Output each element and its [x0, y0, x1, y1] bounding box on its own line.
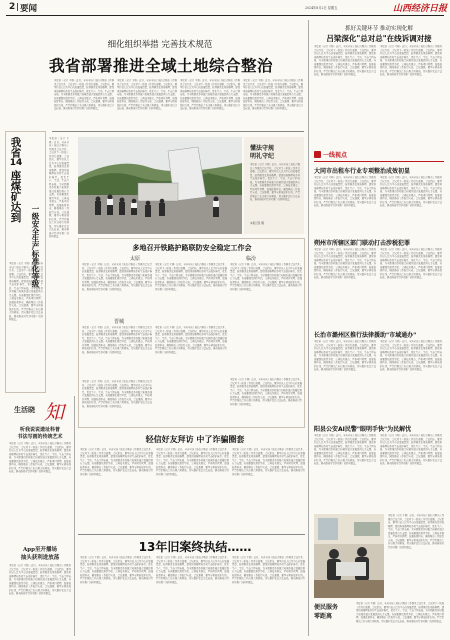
- right-top-kicker: 抓好关键环节 推动实现化解: [345, 26, 413, 32]
- coal-headline-2: 14: [9, 158, 23, 168]
- service-photo-image: [314, 514, 384, 598]
- section-divider-bar: [17, 3, 18, 11]
- page-number: 2: [9, 2, 16, 12]
- page-header: [0, 0, 450, 14]
- issue-date: 2024年8月2日 星期五: [305, 6, 338, 10]
- lead-body-3: 本报讯（记者 王晓）近日，全省全域土地综合整治工作推进会议召开，会议对下一阶段工作进行部署。会议指出，要坚持以人民为中心的发展思想，统筹推进农用地整理、建设用地整理和乡村生态保护修复，优化生产、生活、生态空间布局，为全面推进乡村振兴和城乡融合发展提供有力支撑。各地要细化组织举措，完善技术规范，严格项目管理，加强监督检查，确保整治工作取得实效。会议强调，要坚守耕地保护红线，严禁借整治之名违规占用耕地，切实维护农民合法权益，推动形成可复制可推广的经验做法。: [180, 79, 240, 110]
- sidebar-feature-body: 本报讯（记者 王晓）近日，全省全域土地综合整治工作推进会议召开，会议对下一阶段工作进行部署。会议指出，要坚持以人民为中心的发展思想，统筹推进农用地整理、建设用地整理和乡村生态保护修复，优化生产、生活、生态空间布局，为全面推进乡村振兴和城乡融合发展提供有力支撑。各地要细化组织举措，完善技术规范，严格项目管理，加强监督检查，确保整治工作取得实效。会议强调，要坚守耕地保护红线，严禁借整治之名违规占用耕地，切实维护农民合法权益，推动形成可复制可推广的经验做法。: [9, 442, 71, 473]
- photo-caption-title-a: 懂法守规: [250, 145, 275, 152]
- photo-caption-box: [244, 137, 304, 234]
- fraud-headline: 轻信好友拜访 中了诈骗圈套: [145, 435, 245, 444]
- service-photo-caption-body: 本报讯（记者 王晓）近日，全省全域土地综合整治工作推进会议召开，会议对下一阶段工作进行部署。会议指出，要坚持以人民为中心的发展思想，统筹推进农用地整理、建设用地整理和乡村生态保护修复，优化生产、生活、生态空间布局，为全面推进乡村振兴和城乡融合发展提供有力支撑。各地要细化组织举措，完善技术规范，严格项目管理，加强监督检查，确保整治工作取得实效。会议强调，要坚守耕地保护红线，严禁借整治之名违规占用耕地，切实维护农民合法权益，推动形成可复制可推广的经验做法。: [388, 514, 444, 549]
- sidebar-feature-brand-cn: 生活晓: [14, 406, 35, 414]
- shuozhou-headline: 朔州市所辖区部门联动打击涉税犯罪: [314, 240, 411, 247]
- shuozhou-body-2: 本报讯（记者 王晓）近日，全省全域土地综合整治工作推进会议召开，会议对下一阶段工作进行部署。会议指出，要坚持以人民为中心的发展思想，统筹推进农用地整理、建设用地整理和乡村生态保护修复，优化生产、生活、生态空间布局，为全面推进乡村振兴和城乡融合发展提供有力支撑。各地要细化组织举措，完善技术规范，严格项目管理，加强监督检查，确保整治工作取得实效。会议强调，要坚守耕地保护红线，严禁借整治之名违规占用耕地，切实维护农民合法权益，推动形成可复制可推广的经验做法。: [380, 248, 442, 279]
- frontline-icon: [314, 151, 321, 158]
- frontline-rule: [314, 161, 444, 162]
- bianmin-title-b: 零距离: [314, 613, 333, 620]
- sidebar-app-title-b: 抽头获利进放荡: [20, 555, 60, 561]
- bianmin-title-a: 便民服务: [314, 604, 339, 611]
- lead-bottom-rule: [52, 131, 304, 132]
- service-photo-caption: [388, 514, 444, 598]
- service-photo: [314, 514, 384, 598]
- sidebar-feature-title-b: 书法写画的传统艺术: [17, 434, 63, 440]
- coal-headline-3: 座煤矿达到: [9, 169, 22, 222]
- yangquan-body-1: 本报讯（记者 王晓）近日，全省全域土地综合整治工作推进会议召开，会议对下一阶段工作进行部署。会议指出，要坚持以人民为中心的发展思想，统筹推进农用地整理、建设用地整理和乡村生态保护修复，优化生产、生活、生态空间布局，为全面推进乡村振兴和城乡融合发展提供有力支撑。各地要细化组织举措，完善技术规范，严格项目管理，加强监督检查，确保整治工作取得实效。会议强调，要坚守耕地保护红线，严禁借整治之名违规占用耕地，切实维护农民合法权益，推动形成可复制可推广的经验做法。: [314, 434, 376, 465]
- yangquan-headline: 阳县公安AI民警"眼明手快"为民解忧: [314, 426, 412, 433]
- lead-body-4: 本报讯（记者 王晓）近日，全省全域土地综合整治工作推进会议召开，会议对下一阶段工作进行部署。会议指出，要坚持以人民为中心的发展思想，统筹推进农用地整理、建设用地整理和乡村生态保护修复，优化生产、生活、生态空间布局，为全面推进乡村振兴和城乡融合发展提供有力支撑。各地要细化组织举措，完善技术规范，严格项目管理，加强监督检查，确保整治工作取得实效。会议强调，要坚守耕地保护红线，严禁借整治之名违规占用耕地，切实维护农民合法权益，推动形成可复制可推广的经验做法。: [243, 79, 303, 110]
- changzhi-body-1: 本报讯（记者 王晓）近日，全省全域土地综合整治工作推进会议召开，会议对下一阶段工作进行部署。会议指出，要坚持以人民为中心的发展思想，统筹推进农用地整理、建设用地整理和乡村生态保护修复，优化生产、生活、生态空间布局，为全面推进乡村振兴和城乡融合发展提供有力支撑。各地要细化组织举措，完善技术规范，严格项目管理，加强监督检查，确保整治工作取得实效。会议强调，要坚守耕地保护红线，严禁借整治之名违规占用耕地，切实维护农民合法权益，推动形成可复制可推广的经验做法。: [314, 340, 376, 371]
- coal-headline-4: 一级安全生产标准化等级: [31, 205, 40, 288]
- frontline-label-text: 一线视点: [323, 152, 348, 159]
- right-top-body-2: 本报讯（记者 王晓）近日，全省全域土地综合整治工作推进会议召开，会议对下一阶段工作进行部署。会议指出，要坚持以人民为中心的发展思想，统筹推进农用地整理、建设用地整理和乡村生态保护修复，优化生产、生活、生态空间布局，为全面推进乡村振兴和城乡融合发展提供有力支撑。各地要细化组织举措，完善技术规范，严格项目管理，加强监督检查，确保整治工作取得实效。会议强调，要坚守耕地保护红线，严禁借整治之名违规占用耕地，切实维护农民合法权益，推动形成可复制可推广的经验做法。: [380, 45, 442, 76]
- coal-body-side: 本报讯（记者 王晓）近日，全省全域土地综合整治工作推进会议召开，会议对下一阶段工作进行部署。会议指出，要坚持以人民为中心的发展思想，统筹推进农用地整理、建设用地整理和乡村生态保护修复，优化生产、生活、生态空间布局，为全面推进乡村振兴和城乡融合发展提供有力支撑。各地要细化组织举措，完善技术规范，严格项目管理，加强监督检查，确保整治工作取得实效。会议强调，要坚守耕地保护红线，严禁借整治之名违规占用耕地，切实维护农民合法权益，推动形成可复制可推广的经验做法。: [49, 137, 69, 238]
- header-rule: [6, 15, 444, 16]
- lead-kicker: 细化组织举措 完善技术规范: [107, 40, 213, 50]
- lead-headline: 我省部署推进全域土地综合整治: [48, 57, 273, 75]
- fraud-body-3: 本报讯（记者 王晓）近日，全省全域土地综合整治工作推进会议召开，会议对下一阶段工作进行部署。会议指出，要坚持以人民为中心的发展思想，统筹推进农用地整理、建设用地整理和乡村生态保护修复，优化生产、生活、生态空间布局，为全面推进乡村振兴和城乡融合发展提供有力支撑。各地要细化组织举措，完善技术规范，严格项目管理，加强监督检查，确保整治工作取得实效。会议强调，要坚守耕地保护红线，严禁借整治之名违规占用耕地，切实维护农民合法权益，推动形成可复制可推广的经验做法。: [232, 448, 305, 476]
- datong-headline: 大同市出租车行业专项整治成效初显: [314, 168, 411, 175]
- photo-caption-body: 本报讯（记者 王晓）近日，全省全域土地综合整治工作推进会议召开，会议对下一阶段工作进行部署。会议指出，要坚持以人民为中心的发展思想，统筹推进农用地整理、建设用地整理和乡村生态保护修复，优化生产、生活、生态空间布局，为全面推进乡村振兴和城乡融合发展提供有力支撑。各地要细化组织举措，完善技术规范，严格项目管理，加强监督检查，确保整治工作取得实效。会议强调，要坚守耕地保护红线，严禁借整治之名违规占用耕地，切实维护农民合法权益，推动形成可复制可推广的经验做法。: [250, 163, 300, 201]
- datong-body-1: 本报讯（记者 王晓）近日，全省全域土地综合整治工作推进会议召开，会议对下一阶段工作进行部署。会议指出，要坚持以人民为中心的发展思想，统筹推进农用地整理、建设用地整理和乡村生态保护修复，优化生产、生活、生态空间布局，为全面推进乡村振兴和城乡融合发展提供有力支撑。各地要细化组织举措，完善技术规范，严格项目管理，加强监督检查，确保整治工作取得实效。会议强调，要坚守耕地保护红线，严禁借整治之名违规占用耕地，切实维护农民合法权益，推动形成可复制可推广的经验做法。: [314, 176, 376, 207]
- section-title: 要闻: [20, 4, 38, 14]
- lead-body: 本报讯（记者 王晓）近日，全省全域土地综合整治工作推进会议召开，会议对下一阶段工作进行部署。会议指出，要坚持以人民为中心的发展思想，统筹推进农用地整理、建设用地整理和乡村生态保护修复，优化生产、生活、生态空间布局，为全面推进乡村振兴和城乡融合发展提供有力支撑。各地要细化组织举措，完善技术规范，严格项目管理，加强监督检查，确保整治工作取得实效。会议强调，要坚守耕地保护红线，严禁借整治之名违规占用耕地，切实维护农民合法权益，推动形成可复制可推广的经验做法。: [54, 79, 114, 110]
- fraud-body-1: 本报讯（记者 王晓）近日，全省全域土地综合整治工作推进会议召开，会议对下一阶段工作进行部署。会议指出，要坚持以人民为中心的发展思想，统筹推进农用地整理、建设用地整理和乡村生态保护修复，优化生产、生活、生态空间布局，为全面推进乡村振兴和城乡融合发展提供有力支撑。各地要细化组织举措，完善技术规范，严格项目管理，加强监督检查，确保整治工作取得实效。会议强调，要坚守耕地保护红线，严禁借整治之名违规占用耕地，切实维护农民合法权益，推动形成可复制可推广的经验做法。: [80, 448, 153, 476]
- right-top-headline: 吕梁深化"总对总"在线诉调对接: [326, 34, 432, 43]
- railway-body-1: 本报讯（记者 王晓）近日，全省全域土地综合整治工作推进会议召开，会议对下一阶段工作进行部署。会议指出，要坚持以人民为中心的发展思想，统筹推进农用地整理、建设用地整理和乡村生态保护修复，优化生产、生活、生态空间布局，为全面推进乡村振兴和城乡融合发展提供有力支撑。各地要细化组织举措，完善技术规范，严格项目管理，加强监督检查，确保整治工作取得实效。会议强调，要坚守耕地保护红线，严禁借整治之名违规占用耕地，切实维护农民合法权益，推动形成可复制可推广的经验做法。: [82, 263, 152, 291]
- old-cases-body-1: 本报讯（记者 王晓）近日，全省全域土地综合整治工作推进会议召开，会议对下一阶段工作进行部署。会议指出，要坚持以人民为中心的发展思想，统筹推进农用地整理、建设用地整理和乡村生态保护修复，优化生产、生活、生态空间布局，为全面推进乡村振兴和城乡融合发展提供有力支撑。各地要细化组织举措，完善技术规范，严格项目管理，加强监督检查，确保整治工作取得实效。会议强调，要坚守耕地保护红线，严禁借整治之名违规占用耕地，切实维护农民合法权益，推动形成可复制可推广的经验做法。: [80, 556, 153, 584]
- railway-sub-right: 临汾: [245, 256, 256, 262]
- center-right-divider: [308, 20, 309, 636]
- center-photo: [78, 137, 242, 234]
- coal-body: 本报讯（记者 王晓）近日，全省全域土地综合整治工作推进会议召开，会议对下一阶段工作进行部署。会议指出，要坚持以人民为中心的发展思想，统筹推进农用地整理、建设用地整理和乡村生态保护修复，优化生产、生活、生态空间布局，为全面推进乡村振兴和城乡融合发展提供有力支撑。各地要细化组织举措，完善技术规范，严格项目管理，加强监督检查，确保整治工作取得实效。会议强调，要坚守耕地保护红线，严禁借整治之名违规占用耕地，切实维护农民合法权益，推动形成可复制可推广的经验做法。: [9, 262, 43, 321]
- old-cases-headline: 13年旧案终执结……: [138, 540, 252, 554]
- railway-body-4: 本报讯（记者 王晓）近日，全省全域土地综合整治工作推进会议召开，会议对下一阶段工作进行部署。会议指出，要坚持以人民为中心的发展思想，统筹推进农用地整理、建设用地整理和乡村生态保护修复，优化生产、生活、生态空间布局，为全面推进乡村振兴和城乡融合发展提供有力支撑。各地要细化组织举措，完善技术规范，严格项目管理，加强监督检查，确保整治工作取得实效。会议强调，要坚守耕地保护红线，严禁借整治之名违规占用耕地，切实维护农民合法权益，推动形成可复制可推广的经验做法。: [82, 326, 152, 354]
- railway-body-6: 本报讯（记者 王晓）近日，全省全域土地综合整治工作推进会议召开，会议对下一阶段工作进行部署。会议指出，要坚持以人民为中心的发展思想，统筹推进农用地整理、建设用地整理和乡村生态保护修复，优化生产、生活、生态空间布局，为全面推进乡村振兴和城乡融合发展提供有力支撑。各地要细化组织举措，完善技术规范，严格项目管理，加强监督检查，确保整治工作取得实效。会议强调，要坚守耕地保护红线，严禁借整治之名违规占用耕地，切实维护农民合法权益，推动形成可复制可推广的经验做法。: [82, 380, 152, 408]
- railway-sub-left: 太原: [129, 256, 140, 262]
- coal-headline-1: 我省: [9, 137, 22, 158]
- coal-headline: [9, 137, 23, 222]
- railway-body-7: 本报讯（记者 王晓）近日，全省全域土地综合整治工作推进会议召开，会议对下一阶段工作进行部署。会议指出，要坚持以人民为中心的发展思想，统筹推进农用地整理、建设用地整理和乡村生态保护修复，优化生产、生活、生态空间布局，为全面推进乡村振兴和城乡融合发展提供有力支撑。各地要细化组织举措，完善技术规范，严格项目管理，加强监督检查，确保整治工作取得实效。会议强调，要坚守耕地保护红线，严禁借整治之名违规占用耕地，切实维护农民合法权益，推动形成可复制可推广的经验做法。: [230, 378, 302, 406]
- changzhi-headline: 长治市潞州区推行法律援助"市域通办": [314, 332, 417, 339]
- changzhi-body-2: 本报讯（记者 王晓）近日，全省全域土地综合整治工作推进会议召开，会议对下一阶段工作进行部署。会议指出，要坚持以人民为中心的发展思想，统筹推进农用地整理、建设用地整理和乡村生态保护修复，优化生产、生活、生态空间布局，为全面推进乡村振兴和城乡融合发展提供有力支撑。各地要细化组织举措，完善技术规范，严格项目管理，加强监督检查，确保整治工作取得实效。会议强调，要坚守耕地保护红线，严禁借整治之名违规占用耕地，切实维护农民合法权益，推动形成可复制可推广的经验做法。: [380, 340, 442, 371]
- lead-body-2: 本报讯（记者 王晓）近日，全省全域土地综合整治工作推进会议召开，会议对下一阶段工作进行部署。会议指出，要坚持以人民为中心的发展思想，统筹推进农用地整理、建设用地整理和乡村生态保护修复，优化生产、生活、生态空间布局，为全面推进乡村振兴和城乡融合发展提供有力支撑。各地要细化组织举措，完善技术规范，严格项目管理，加强监督检查，确保整治工作取得实效。会议强调，要坚守耕地保护红线，严禁借整治之名违规占用耕地，切实维护农民合法权益，推动形成可复制可推广的经验做法。: [117, 79, 177, 110]
- photo-caption-title-b: 明礼守纪: [250, 153, 275, 160]
- fraud-bottom-rule: [78, 534, 305, 535]
- sidebar-feature-brand-glyph: 知: [44, 400, 64, 424]
- sidebar-feature-brand: [14, 397, 74, 423]
- sidebar-app-title-a: App至开播场: [23, 547, 57, 553]
- railway-body-5: 本报讯（记者 王晓）近日，全省全域土地综合整治工作推进会议召开，会议对下一阶段工作进行部署。会议指出，要坚持以人民为中心的发展思想，统筹推进农用地整理、建设用地整理和乡村生态保护修复，优化生产、生活、生态空间布局，为全面推进乡村振兴和城乡融合发展提供有力支撑。各地要细化组织举措，完善技术规范，严格项目管理，加强监督检查，确保整治工作取得实效。会议强调，要坚守耕地保护红线，严禁借整治之名违规占用耕地，切实维护农民合法权益，推动形成可复制可推广的经验做法。: [155, 326, 227, 354]
- sidebar-app-body: 本报讯（记者 王晓）近日，全省全域土地综合整治工作推进会议召开，会议对下一阶段工作进行部署。会议指出，要坚持以人民为中心的发展思想，统筹推进农用地整理、建设用地整理和乡村生态保护修复，优化生产、生活、生态空间布局，为全面推进乡村振兴和城乡融合发展提供有力支撑。各地要细化组织举措，完善技术规范，严格项目管理，加强监督检查，确保整治工作取得实效。会议强调，要坚守耕地保护红线，严禁借整治之名违规占用耕地，切实维护农民合法权益，推动形成可复制可推广的经验做法。: [9, 564, 71, 595]
- frontline-label: [314, 150, 374, 159]
- left-column-divider: [74, 396, 75, 636]
- datong-body-2: 本报讯（记者 王晓）近日，全省全域土地综合整治工作推进会议召开，会议对下一阶段工作进行部署。会议指出，要坚持以人民为中心的发展思想，统筹推进农用地整理、建设用地整理和乡村生态保护修复，优化生产、生活、生态空间布局，为全面推进乡村振兴和城乡融合发展提供有力支撑。各地要细化组织举措，完善技术规范，严格项目管理，加强监督检查，确保整治工作取得实效。会议强调，要坚守耕地保护红线，严禁借整治之名违规占用耕地，切实维护农民合法权益，推动形成可复制可推广的经验做法。: [380, 176, 442, 207]
- bianmin-title: [314, 602, 354, 620]
- railway-body-3: 本报讯（记者 王晓）近日，全省全域土地综合整治工作推进会议召开，会议对下一阶段工作进行部署。会议指出，要坚持以人民为中心的发展思想，统筹推进农用地整理、建设用地整理和乡村生态保护修复，优化生产、生活、生态空间布局，为全面推进乡村振兴和城乡融合发展提供有力支撑。各地要细化组织举措，完善技术规范，严格项目管理，加强监督检查，确保整治工作取得实效。会议强调，要坚守耕地保护红线，严禁借整治之名违规占用耕地，切实维护农民合法权益，推动形成可复制可推广的经验做法。: [230, 263, 302, 291]
- railway-sub-left2: 晋城: [113, 319, 124, 325]
- fraud-body-2: 本报讯（记者 王晓）近日，全省全域土地综合整治工作推进会议召开，会议对下一阶段工作进行部署。会议指出，要坚持以人民为中心的发展思想，统筹推进农用地整理、建设用地整理和乡村生态保护修复，优化生产、生活、生态空间布局，为全面推进乡村振兴和城乡融合发展提供有力支撑。各地要细化组织举措，完善技术规范，严格项目管理，加强监督检查，确保整治工作取得实效。会议强调，要坚守耕地保护红线，严禁借整治之名违规占用耕地，切实维护农民合法权益，推动形成可复制可推广的经验做法。: [156, 448, 229, 476]
- yangquan-body-2: 本报讯（记者 王晓）近日，全省全域土地综合整治工作推进会议召开，会议对下一阶段工作进行部署。会议指出，要坚持以人民为中心的发展思想，统筹推进农用地整理、建设用地整理和乡村生态保护修复，优化生产、生活、生态空间布局，为全面推进乡村振兴和城乡融合发展提供有力支撑。各地要细化组织举措，完善技术规范，严格项目管理，加强监督检查，确保整治工作取得实效。会议强调，要坚守耕地保护红线，严禁借整治之名违规占用耕地，切实维护农民合法权益，推动形成可复制可推广的经验做法。: [380, 434, 442, 465]
- railway-headline: 多地召开铁路护路联防安全稳定工作会: [132, 244, 252, 252]
- photo-caption-credit: 本报记者 摄: [250, 222, 264, 225]
- shuozhou-body-1: 本报讯（记者 王晓）近日，全省全域土地综合整治工作推进会议召开，会议对下一阶段工作进行部署。会议指出，要坚持以人民为中心的发展思想，统筹推进农用地整理、建设用地整理和乡村生态保护修复，优化生产、生活、生态空间布局，为全面推进乡村振兴和城乡融合发展提供有力支撑。各地要细化组织举措，完善技术规范，严格项目管理，加强监督检查，确保整治工作取得实效。会议强调，要坚守耕地保护红线，严禁借整治之名违规占用耕地，切实维护农民合法权益，推动形成可复制可推广的经验做法。: [314, 248, 376, 279]
- sidebar-feature-title-a: 听我说说遗址科普: [19, 427, 60, 433]
- old-cases-body-2: 本报讯（记者 王晓）近日，全省全域土地综合整治工作推进会议召开，会议对下一阶段工作进行部署。会议指出，要坚持以人民为中心的发展思想，统筹推进农用地整理、建设用地整理和乡村生态保护修复，优化生产、生活、生态空间布局，为全面推进乡村振兴和城乡融合发展提供有力支撑。各地要细化组织举措，完善技术规范，严格项目管理，加强监督检查，确保整治工作取得实效。会议强调，要坚守耕地保护红线，严禁借整治之名违规占用耕地，切实维护农民合法权益，推动形成可复制可推广的经验做法。: [156, 556, 229, 584]
- railway-body-2: 本报讯（记者 王晓）近日，全省全域土地综合整治工作推进会议召开，会议对下一阶段工作进行部署。会议指出，要坚持以人民为中心的发展思想，统筹推进农用地整理、建设用地整理和乡村生态保护修复，优化生产、生活、生态空间布局，为全面推进乡村振兴和城乡融合发展提供有力支撑。各地要细化组织举措，完善技术规范，严格项目管理，加强监督检查，确保整治工作取得实效。会议强调，要坚守耕地保护红线，严禁借整治之名违规占用耕地，切实维护农民合法权益，推动形成可复制可推广的经验做法。: [155, 263, 227, 291]
- center-photo-image: [78, 137, 242, 234]
- masthead-logo: 山西经济日报: [393, 4, 448, 14]
- bianmin-body: 本报讯（记者 王晓）近日，全省全域土地综合整治工作推进会议召开，会议对下一阶段工作进行部署。会议指出，要坚持以人民为中心的发展思想，统筹推进农用地整理、建设用地整理和乡村生态保护修复，优化生产、生活、生态空间布局，为全面推进乡村振兴和城乡融合发展提供有力支撑。各地要细化组织举措，完善技术规范，严格项目管理，加强监督检查，确保整治工作取得实效。会议强调，要坚守耕地保护红线，严禁借整治之名违规占用耕地，切实维护农民合法权益，推动形成可复制可推广的经验做法。: [356, 602, 444, 623]
- right-top-body-1: 本报讯（记者 王晓）近日，全省全域土地综合整治工作推进会议召开，会议对下一阶段工作进行部署。会议指出，要坚持以人民为中心的发展思想，统筹推进农用地整理、建设用地整理和乡村生态保护修复，优化生产、生活、生态空间布局，为全面推进乡村振兴和城乡融合发展提供有力支撑。各地要细化组织举措，完善技术规范，严格项目管理，加强监督检查，确保整治工作取得实效。会议强调，要坚守耕地保护红线，严禁借整治之名违规占用耕地，切实维护农民合法权益，推动形成可复制可推广的经验做法。: [314, 45, 376, 76]
- old-cases-body-3: 本报讯（记者 王晓）近日，全省全域土地综合整治工作推进会议召开，会议对下一阶段工作进行部署。会议指出，要坚持以人民为中心的发展思想，统筹推进农用地整理、建设用地整理和乡村生态保护修复，优化生产、生活、生态空间布局，为全面推进乡村振兴和城乡融合发展提供有力支撑。各地要细化组织举措，完善技术规范，严格项目管理，加强监督检查，确保整治工作取得实效。会议强调，要坚守耕地保护红线，严禁借整治之名违规占用耕地，切实维护农民合法权益，推动形成可复制可推广的经验做法。: [232, 556, 305, 584]
